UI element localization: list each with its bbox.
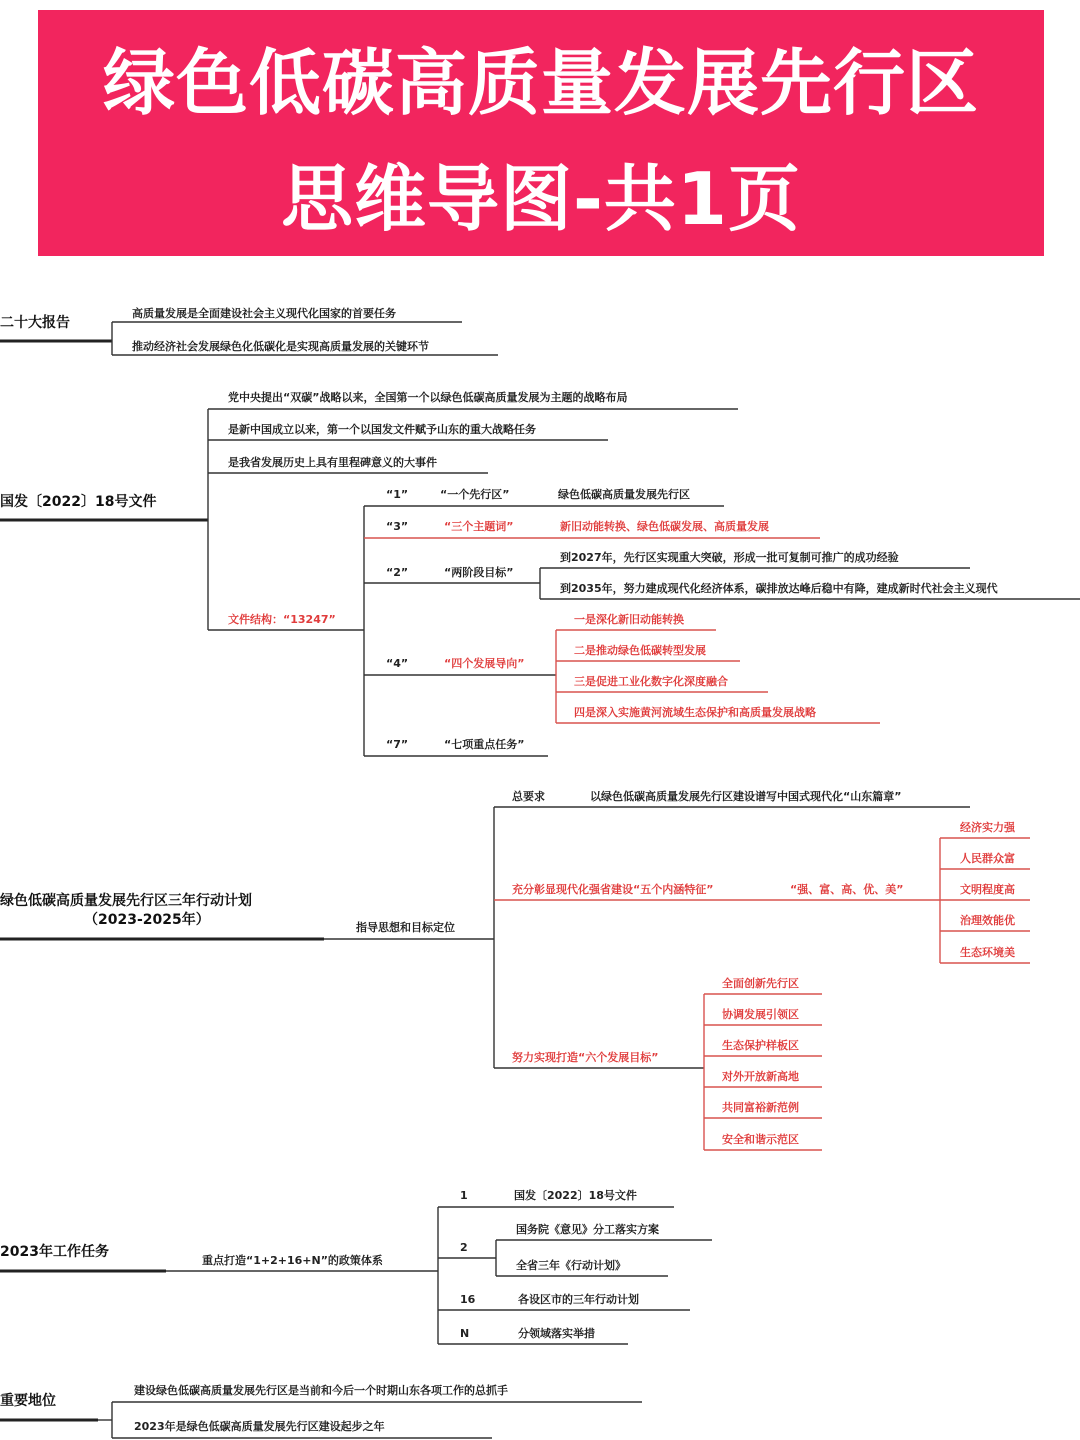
six-item-4: 对外开放新高地 (722, 1070, 799, 1083)
five-summary: “强、富、高、优、美” (790, 883, 904, 896)
six-item-1: 全面创新先行区 (722, 977, 799, 990)
b2-detail-2: 到2035年，努力建成现代化经济体系，碳排放达峰后稳中有降，建成新时代社会主义现代 (560, 582, 998, 595)
sec3-label-line1: 绿色低碳高质量发展先行区三年行动计划 (0, 893, 252, 909)
b7-name: “七项重点任务” (444, 738, 525, 751)
sec4-label: 2023年工作任务 (0, 1244, 109, 1260)
n2-item-2: 全省三年《行动计划》 (516, 1259, 626, 1272)
req-label: 总要求 (512, 790, 545, 803)
b1-num: “1” (386, 488, 409, 501)
five-item-4: 治理效能优 (960, 914, 1015, 927)
req-text: 以绿色低碳高质量发展先行区建设谱写中国式现代化“山东篇章” (590, 790, 902, 803)
six-item-3: 生态保护样板区 (722, 1039, 799, 1052)
n16: 16 (460, 1293, 476, 1306)
n1: 1 (460, 1189, 468, 1202)
sec5-item-1: 建设绿色低碳高质量发展先行区是当前和今后一个时期山东各项工作的总抓手 (134, 1384, 508, 1397)
b1-name: “一个先行区” (440, 488, 510, 501)
sec2-item-1: 党中央提出“双碳”战略以来，全国第一个以绿色低碳高质量发展为主题的战略布局 (228, 391, 628, 404)
nN: N (460, 1327, 470, 1340)
b1-detail: 绿色低碳高质量发展先行区 (558, 488, 690, 501)
n1-text: 国发〔2022〕18号文件 (514, 1189, 637, 1202)
sec2-label: 国发〔2022〕18号文件 (0, 494, 157, 510)
sec3-sub: 指导思想和目标定位 (356, 921, 455, 934)
five-item-5: 生态环境美 (960, 946, 1015, 959)
sec3-label-line2: （2023-2025年） (84, 912, 210, 928)
five-label: 充分彰显现代化强省建设“五个内涵特征” (512, 883, 714, 896)
five-item-1: 经济实力强 (960, 821, 1015, 834)
nN-text: 分领域落实举措 (518, 1327, 595, 1340)
b4-detail-2: 二是推动绿色低碳转型发展 (574, 644, 706, 657)
banner-title-line2: 思维导图-共1页 (281, 157, 801, 241)
sec1-item-1: 高质量发展是全面建设社会主义现代化国家的首要任务 (132, 307, 396, 320)
b4-detail-4: 四是深入实施黄河流域生态保护和高质量发展战略 (574, 706, 816, 719)
b3-name: “三个主题词” (444, 520, 514, 533)
five-item-3: 文明程度高 (960, 883, 1015, 896)
b4-num: “4” (386, 657, 409, 670)
six-item-2: 协调发展引领区 (722, 1008, 799, 1021)
b4-detail-1: 一是深化新旧动能转换 (574, 613, 684, 626)
sec1-label: 二十大报告 (0, 315, 70, 331)
five-item-2: 人民群众富 (960, 852, 1015, 865)
sec2-item-3: 是我省发展历史上具有里程碑意义的大事件 (228, 456, 437, 469)
n2: 2 (460, 1241, 468, 1254)
sec5-label: 重要地位 (0, 1393, 56, 1409)
b2-name: “两阶段目标” (444, 566, 514, 579)
structure-label: 文件结构：“13247” (228, 613, 336, 626)
banner-title-line1: 绿色低碳高质量发展先行区 (102, 41, 979, 125)
sec4-sub: 重点打造“1+2+16+N”的政策体系 (202, 1254, 383, 1267)
b2-detail-1: 到2027年，先行区实现重大突破，形成一批可复制可推广的成功经验 (560, 551, 899, 564)
b4-name: “四个发展导向” (444, 657, 525, 670)
b7-num: “7” (386, 738, 409, 751)
b2-num: “2” (386, 566, 409, 579)
b3-num: “3” (386, 520, 409, 533)
b4-detail-3: 三是促进工业化数字化深度融合 (574, 675, 728, 688)
sec1-item-2: 推动经济社会发展绿色化低碳化是实现高质量发展的关键环节 (132, 340, 429, 353)
n2-item-1: 国务院《意见》分工落实方案 (516, 1223, 659, 1236)
sec5-item-2: 2023年是绿色低碳高质量发展先行区建设起步之年 (134, 1420, 385, 1433)
six-item-5: 共同富裕新范例 (722, 1101, 799, 1114)
b3-detail: 新旧动能转换、绿色低碳发展、高质量发展 (560, 520, 769, 533)
n16-text: 各设区市的三年行动计划 (518, 1293, 639, 1306)
six-item-6: 安全和谐示范区 (722, 1133, 799, 1146)
six-label: 努力实现打造“六个发展目标” (512, 1051, 659, 1064)
sec2-item-2: 是新中国成立以来，第一个以国发文件赋予山东的重大战略任务 (228, 423, 536, 436)
